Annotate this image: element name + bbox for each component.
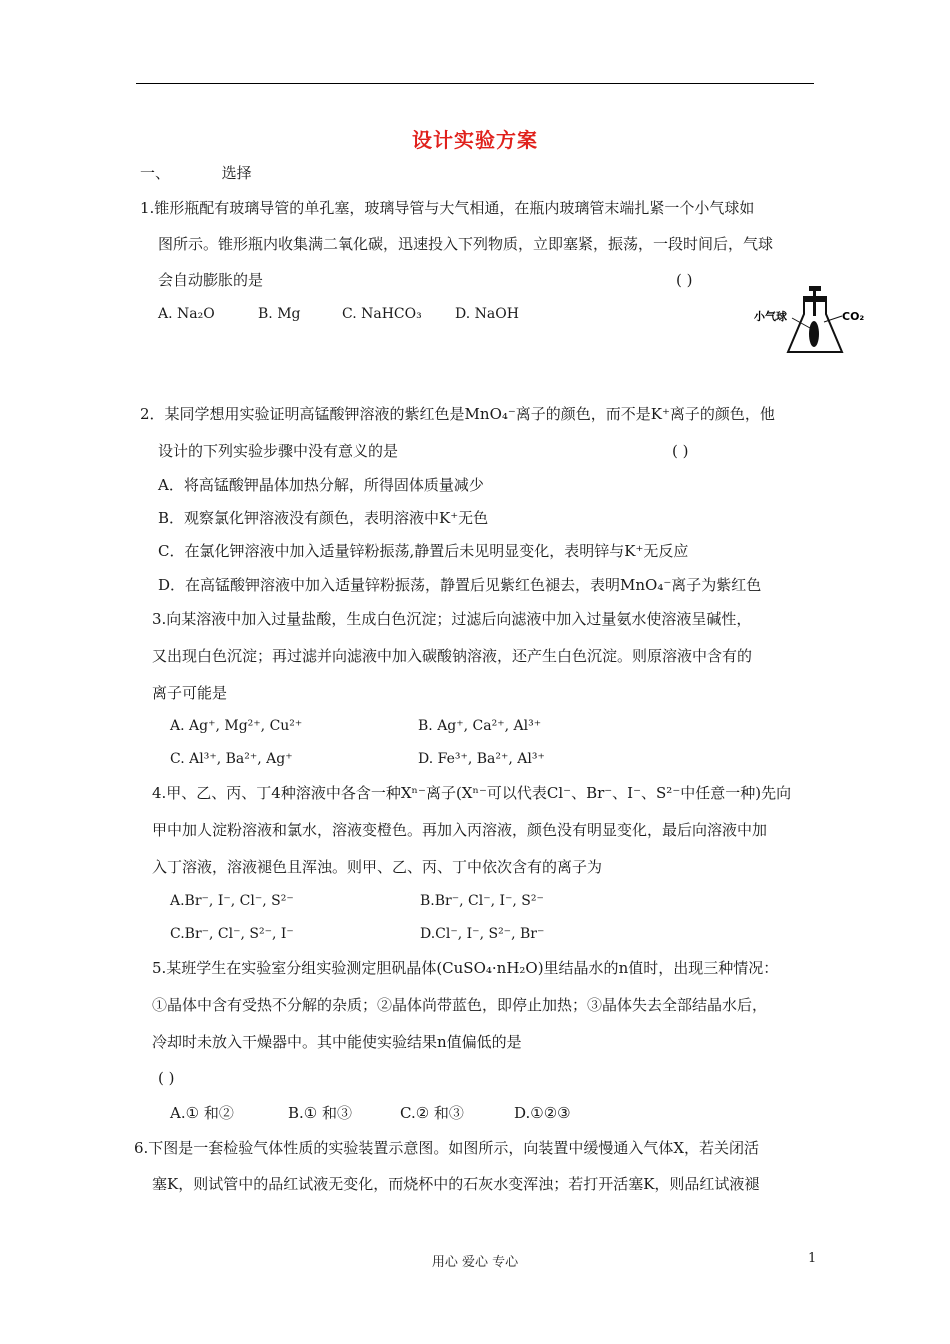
balloon-label: 小气球 xyxy=(754,310,787,323)
q5-option-d: D.①②③ xyxy=(514,1104,571,1122)
q2-option-b: B．观察氯化钾溶液没有颜色，表明溶液中K⁺无色 xyxy=(158,509,489,527)
q1-option-b: B. Mg xyxy=(258,306,301,322)
q2-option-d: D．在高锰酸钾溶液中加入适量锌粉振荡，静置后见紫红色褪去，表明MnO₄⁻离子为紫红色 xyxy=(158,576,762,594)
q2-line-2: 设计的下列实验步骤中没有意义的是 xyxy=(158,442,399,460)
q2-option-a: A．将高锰酸钾晶体加热分解，所得固体质量减少 xyxy=(158,476,484,494)
q5-answer-paren: ( ) xyxy=(158,1069,175,1087)
section-heading xyxy=(140,163,252,183)
q6-line-1: 6.下图是一套检验气体性质的实验装置示意图。如图所示，向装置中缓慢通入气体X，若关闭活 xyxy=(134,1139,759,1157)
q4-option-b: B.Br⁻, Cl⁻, I⁻, S²⁻ xyxy=(420,893,544,909)
q1-answer-paren: ( ) xyxy=(676,271,693,289)
q3-option-c: C. Al³⁺, Ba²⁺, Ag⁺ xyxy=(170,751,293,767)
q4-option-d: D.Cl⁻, I⁻, S²⁻, Br⁻ xyxy=(420,926,545,942)
q3-option-d: D. Fe³⁺, Ba²⁺, Al³⁺ xyxy=(418,751,545,767)
q2-answer-paren: ( ) xyxy=(672,442,689,460)
q6-line-2: 塞K，则试管中的品红试液无变化，而烧杯中的石灰水变浑浊；若打开活塞K，则品红试液褪 xyxy=(152,1175,760,1193)
q1-line-1: 1.锥形瓶配有玻璃导管的单孔塞，玻璃导管与大气相通，在瓶内玻璃管末端扎紧一个小气球如 xyxy=(140,199,755,217)
flask-balloon-figure xyxy=(752,284,872,360)
q4-line-3: 入丁溶液，溶液褪色且浑浊。则甲、乙、丙、丁中依次含有的离子为 xyxy=(152,858,603,876)
header-rule xyxy=(136,83,814,84)
q5-option-a: A.① 和② xyxy=(170,1104,234,1122)
q5-option-b: B.① 和③ xyxy=(288,1104,353,1122)
q1-option-a: A. Na₂O xyxy=(158,306,215,322)
page-number: 1 xyxy=(808,1251,817,1266)
q3-line-1: 3.向某溶液中加入过量盐酸，生成白色沉淀；过滤后向滤液中加入过量氨水使溶液呈碱性， xyxy=(152,610,752,628)
q5-line-1: 5.某班学生在实验室分组实验测定胆矾晶体(CuSO₄·nH₂O)里结晶水的n值时，出现三种情况： xyxy=(152,959,779,977)
page-title: 设计实验方案 xyxy=(412,128,538,152)
page-footer: 用心 爱心 专心 xyxy=(431,1255,519,1270)
q1-option-c: C. NaHCO₃ xyxy=(342,306,422,322)
q4-line-2: 甲中加人淀粉溶液和氯水，溶液变橙色。再加入丙溶液，颜色没有明显变化，最后向溶液中加 xyxy=(152,821,768,839)
q2-line-1: 2．某同学想用实验证明高锰酸钾溶液的紫红色是MnO₄⁻离子的颜色，而不是K⁺离子的颜色，他 xyxy=(140,405,775,423)
q4-option-c: C.Br⁻, Cl⁻, S²⁻, I⁻ xyxy=(170,926,294,942)
q1-option-d: D. NaOH xyxy=(455,306,519,322)
section-number: 一、 xyxy=(140,164,171,182)
q1-line-3: 会自动膨胀的是 xyxy=(158,271,264,289)
balloon xyxy=(809,321,819,347)
q4-option-a: A.Br⁻, I⁻, Cl⁻, S²⁻ xyxy=(170,893,294,909)
q5-line-3: 冷却时未放入干燥器中。其中能使实验结果n值偏低的是 xyxy=(152,1033,522,1051)
q3-line-3: 离子可能是 xyxy=(152,684,228,702)
q5-line-2: ①晶体中含有受热不分解的杂质；②晶体尚带蓝色，即停止加热；③晶体失去全部结晶水后， xyxy=(152,996,768,1014)
q5-option-c: C.② 和③ xyxy=(400,1104,464,1122)
q3-line-2: 又出现白色沉淀；再过滤并向滤液中加入碳酸钠溶液，还产生白色沉淀。则原溶液中含有的 xyxy=(152,647,753,665)
section-name: 选择 xyxy=(221,164,252,182)
q2-option-c: C．在氯化钾溶液中加入适量锌粉振荡,静置后未见明显变化，表明锌与K⁺无反应 xyxy=(158,542,689,560)
gas-label: CO₂ xyxy=(842,310,865,323)
q3-option-b: B. Ag⁺, Ca²⁺, Al³⁺ xyxy=(418,718,542,734)
q4-line-1: 4.甲、乙、丙、丁4种溶液中各含一种Xⁿ⁻离子(Xⁿ⁻可以代表Cl⁻、Br⁻、I⁻、S²⁻中任意一种)先向 xyxy=(152,784,792,802)
stopper xyxy=(805,296,825,302)
q3-option-a: A. Ag⁺, Mg²⁺, Cu²⁺ xyxy=(170,718,303,734)
q1-line-2: 图所示。锥形瓶内收集满二氧化碳，迅速投入下列物质，立即塞紧，振荡，一段时间后，气球 xyxy=(158,235,774,253)
